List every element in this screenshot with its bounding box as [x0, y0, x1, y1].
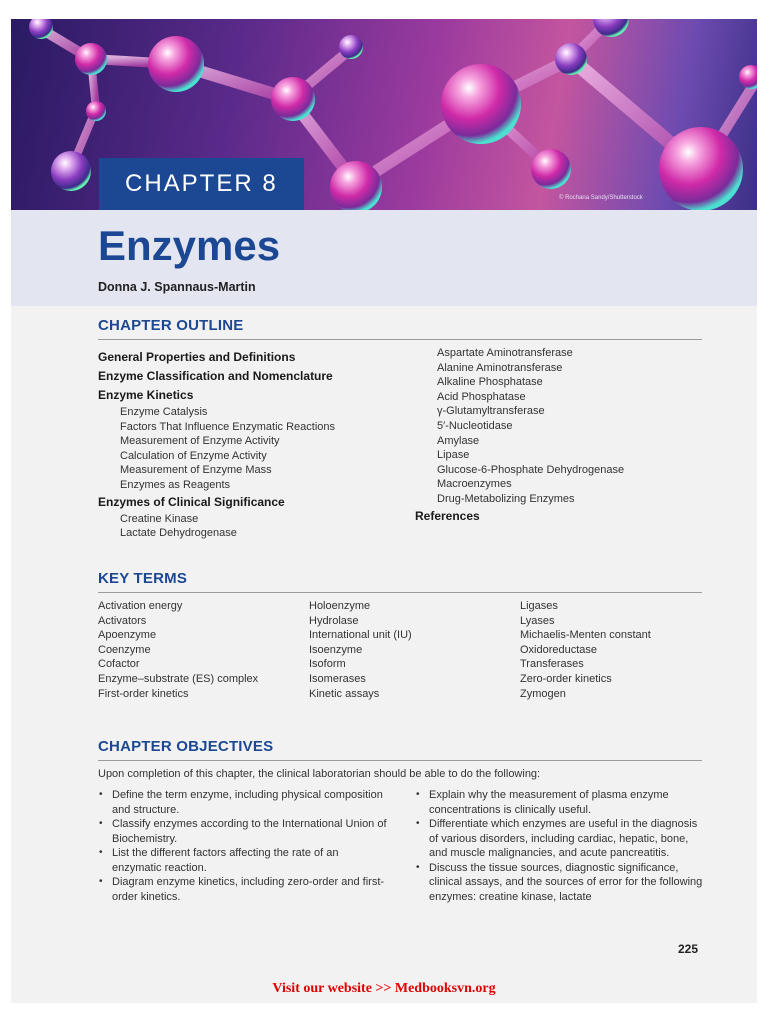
page: [11, 19, 757, 1003]
chapter-title: Enzymes: [98, 222, 281, 269]
key-term: Lyases: [520, 614, 555, 627]
key-term: Activators: [98, 614, 147, 627]
key-term: Michaelis-Menten constant: [520, 629, 651, 642]
outline-subitem: Creatine Kinase: [120, 512, 199, 525]
objectives-intro: Upon completion of this chapter, the clinical laboratorian should be able to do the following:: [98, 768, 541, 780]
objective-item: [415, 788, 705, 817]
outline-subitem: Acid Phosphatase: [437, 390, 526, 403]
bullet-icon: •: [99, 876, 103, 887]
objective-item: [98, 875, 388, 904]
chapter-banner: [11, 19, 757, 210]
key-term: Ligases: [520, 600, 558, 612]
bullet-icon: •: [99, 847, 103, 858]
key-term: Apoenzyme: [98, 629, 157, 642]
outline-heading-item: Enzymes of Clinical Significance: [98, 494, 285, 509]
objective-item: [415, 817, 705, 861]
outline-subitem: Calculation of Enzyme Activity: [120, 449, 267, 462]
outline-subitem: Measurement of Enzyme Mass: [120, 464, 272, 477]
objectives-rule: [98, 760, 702, 761]
key-term: Transferases: [520, 658, 584, 671]
key-terms-column-1: [98, 599, 258, 701]
key-term: Cofactor: [98, 658, 140, 671]
outline-subitem: Lactate Dehydrogenase: [120, 527, 237, 540]
key-term: Hydrolase: [309, 614, 359, 627]
outline-heading-item: General Properties and Definitions: [98, 350, 296, 364]
bullet-icon: •: [416, 818, 420, 829]
key-term: Isoenzyme: [309, 643, 363, 656]
outline-right-column: [415, 346, 624, 526]
key-term: Coenzyme: [98, 643, 151, 656]
outline-heading-item: Enzyme Classification and Nomenclature: [98, 369, 333, 383]
objectives-right-column: [415, 788, 705, 904]
bullet-icon: •: [99, 818, 103, 829]
objective-item: [98, 846, 388, 875]
objective-text: Classify enzymes according to the International Union of Biochemistry.: [112, 818, 387, 845]
key-term: Activation energy: [98, 600, 183, 612]
key-term: Kinetic assays: [309, 687, 380, 700]
objectives-heading: CHAPTER OBJECTIVES: [98, 738, 274, 755]
objective-text: Differentiate which enzymes are useful in the diagnosis of various disorders, including cardiac, hepatic, bone, and muscle malignancies, and acute pancreatitis.: [429, 818, 698, 859]
key-term: Enzyme–substrate (ES) complex: [98, 672, 259, 685]
key-terms-column-3: [520, 599, 651, 701]
outline-subitem: Measurement of Enzyme Activity: [120, 435, 280, 448]
outline-subitem: Drug-Metabolizing Enzymes: [437, 492, 575, 505]
outline-subitem: Macroenzymes: [437, 478, 512, 491]
key-terms-column-2: [309, 599, 412, 701]
key-term: First-order kinetics: [98, 687, 189, 700]
chapter-author: Donna J. Spannaus-Martin: [98, 280, 256, 294]
outline-left-column: [98, 348, 335, 541]
bullet-icon: •: [99, 789, 103, 800]
chapter-label-box: [99, 158, 304, 210]
objective-text: Explain why the measurement of plasma enzyme concentrations is clinically useful.: [429, 789, 669, 816]
objective-text: Diagram enzyme kinetics, including zero-order and first-order kinetics.: [112, 876, 385, 903]
objective-item: [98, 788, 388, 817]
chapter-label: CHAPTER 8: [125, 170, 278, 197]
outline-subitem: Alkaline Phosphatase: [437, 376, 543, 389]
outline-subitem: Factors That Influence Enzymatic Reactions: [120, 420, 336, 433]
outline-rule: [98, 339, 702, 340]
outline-subitem: γ-Glutamyltransferase: [437, 405, 545, 418]
key-terms-rule: [98, 592, 702, 593]
objective-item: [98, 817, 388, 846]
key-term: Zymogen: [520, 687, 566, 700]
key-term: Holoenzyme: [309, 600, 371, 612]
bullet-icon: •: [416, 789, 420, 800]
outline-subitem: Aspartate Aminotransferase: [437, 347, 573, 359]
objective-text: Discuss the tissue sources, diagnostic significance, clinical assays, and the sources of error for the following enzymes: creatine kinase, lactate: [429, 861, 703, 903]
outline-heading-item: References: [415, 508, 480, 523]
key-term: Isomerases: [309, 672, 366, 685]
objectives-left-column: [98, 788, 388, 904]
key-term: Oxidoreductase: [520, 643, 598, 656]
objective-text: Define the term enzyme, including physical composition and structure.: [112, 789, 383, 816]
outline-subitem: Amylase: [437, 434, 480, 447]
outline-subitem: 5′-Nucleotidase: [437, 419, 513, 432]
page-number: 225: [678, 942, 699, 956]
key-term: Zero-order kinetics: [520, 672, 612, 685]
outline-heading-item: Enzyme Kinetics: [98, 388, 194, 402]
objective-text: List the different factors affecting the rate of an enzymatic reaction.: [112, 847, 339, 874]
image-credit: © Rochana Sandy/Shutterstock: [559, 195, 643, 201]
outline-subitem: Enzymes as Reagents: [120, 478, 231, 491]
outline-subitem: Enzyme Catalysis: [120, 406, 208, 418]
key-terms-heading: KEY TERMS: [98, 570, 188, 587]
bullet-icon: •: [416, 861, 420, 873]
website-link[interactable]: Visit our website >> Medbooksvn.org: [272, 981, 496, 996]
outline-heading: CHAPTER OUTLINE: [98, 317, 244, 334]
objective-item: [415, 861, 705, 905]
outline-subitem: Glucose-6-Phosphate Dehydrogenase: [437, 463, 625, 476]
key-term: International unit (IU): [309, 629, 412, 642]
outline-subitem: Lipase: [437, 449, 470, 462]
outline-subitem: Alanine Aminotransferase: [437, 361, 563, 374]
key-term: Isoform: [309, 658, 346, 671]
